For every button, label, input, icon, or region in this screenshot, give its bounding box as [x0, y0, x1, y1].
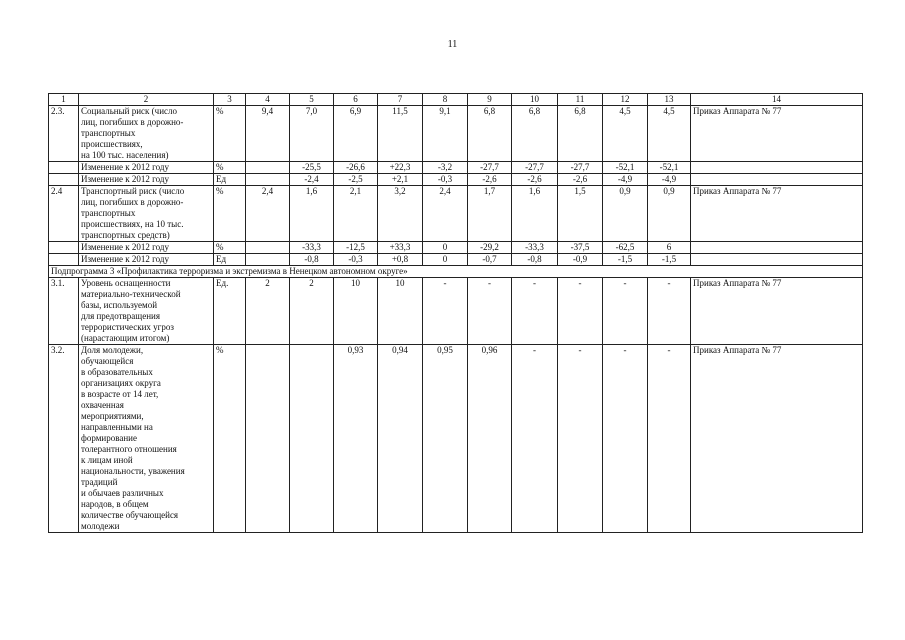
value-cell: 0,9 [603, 186, 648, 242]
value-cell: -1,5 [648, 254, 691, 266]
indicator-name: Социальный риск (число лиц, погибших в дорожно- транспортных происшествиях, на 100 тыс. населения) [79, 106, 214, 162]
value-cell: 0,9 [648, 186, 691, 242]
value-cell: 4,5 [648, 106, 691, 162]
value-cell: 9,4 [246, 106, 290, 162]
value-cell: -0,3 [423, 174, 468, 186]
header-cell: 4 [246, 94, 290, 106]
value-cell: 2,4 [423, 186, 468, 242]
value-cell [246, 242, 290, 254]
document-cell: Приказ Аппарата № 77 [691, 345, 863, 533]
value-cell: 1,6 [290, 186, 334, 242]
indicator-name: Доля молодежи, обучающейся в образовательных организациях округа в возрасте от 14 лет, охваченная мероприятиями, направленными на формирование толерантного отношения к лицам иной национальности, уважения традиций и обычаев различных народов, в общем количестве обучающейся молодежи [79, 345, 214, 533]
value-cell: -0,9 [558, 254, 603, 266]
value-cell: -2,5 [334, 174, 378, 186]
value-cell: -1,5 [603, 254, 648, 266]
value-cell: - [468, 278, 512, 345]
value-cell: -3,2 [423, 162, 468, 174]
header-cell: 13 [648, 94, 691, 106]
value-cell: 10 [378, 278, 423, 345]
header-cell: 6 [334, 94, 378, 106]
indicator-name: Изменение к 2012 году [79, 242, 214, 254]
value-cell: -2,4 [290, 174, 334, 186]
header-cell: 2 [79, 94, 214, 106]
row-number: 3.2. [49, 345, 79, 533]
value-cell: - [648, 345, 691, 533]
value-cell: -29,2 [468, 242, 512, 254]
value-cell: -27,7 [512, 162, 558, 174]
value-cell: - [558, 278, 603, 345]
header-cell: 12 [603, 94, 648, 106]
value-cell: 0,96 [468, 345, 512, 533]
header-cell: 10 [512, 94, 558, 106]
value-cell: - [512, 278, 558, 345]
document-cell [691, 174, 863, 186]
value-cell: -33,3 [290, 242, 334, 254]
section-row [49, 266, 863, 278]
unit-cell: Ед [214, 174, 246, 186]
value-cell: 9,1 [423, 106, 468, 162]
value-cell: 6,9 [334, 106, 378, 162]
header-cell: 11 [558, 94, 603, 106]
value-cell: 7,0 [290, 106, 334, 162]
table-row [49, 106, 863, 162]
table-row [49, 278, 863, 345]
value-cell: -52,1 [603, 162, 648, 174]
document-cell: Приказ Аппарата № 77 [691, 278, 863, 345]
value-cell: - [558, 345, 603, 533]
value-cell: 2,4 [246, 186, 290, 242]
value-cell [246, 254, 290, 266]
value-cell: -27,7 [468, 162, 512, 174]
value-cell: -26,6 [334, 162, 378, 174]
value-cell: 2 [290, 278, 334, 345]
header-cell: 8 [423, 94, 468, 106]
indicator-name: Изменение к 2012 году [79, 174, 214, 186]
value-cell: 1,5 [558, 186, 603, 242]
value-cell: -4,9 [648, 174, 691, 186]
value-cell: 0 [423, 242, 468, 254]
row-number [49, 254, 79, 266]
document-cell [691, 254, 863, 266]
value-cell: 4,5 [603, 106, 648, 162]
value-cell: -0,8 [290, 254, 334, 266]
value-cell: 6,8 [468, 106, 512, 162]
row-number [49, 242, 79, 254]
unit-cell: % [214, 186, 246, 242]
value-cell: 0,94 [378, 345, 423, 533]
value-cell: -2,6 [512, 174, 558, 186]
table-row [49, 345, 863, 533]
value-cell: -62,5 [603, 242, 648, 254]
table-row [49, 186, 863, 242]
section-title: Подпрограмма 3 «Профилактика терроризма и экстремизма в Ненецком автономном округе» [49, 266, 863, 278]
header-row [49, 94, 863, 106]
table-row [49, 162, 863, 174]
value-cell: -12,5 [334, 242, 378, 254]
value-cell: +22,3 [378, 162, 423, 174]
value-cell: -52,1 [648, 162, 691, 174]
indicator-name: Уровень оснащенности материально-технической базы, используемой для предотвращения террористических угроз (нарастающим итогом) [79, 278, 214, 345]
document-cell: Приказ Аппарата № 77 [691, 186, 863, 242]
value-cell: - [603, 278, 648, 345]
unit-cell: % [214, 345, 246, 533]
value-cell: 6,8 [558, 106, 603, 162]
value-cell: +2,1 [378, 174, 423, 186]
value-cell: 2 [246, 278, 290, 345]
header-cell: 7 [378, 94, 423, 106]
unit-cell: Ед [214, 254, 246, 266]
table-row [49, 254, 863, 266]
table-row [49, 242, 863, 254]
row-number [49, 174, 79, 186]
value-cell: -2,6 [558, 174, 603, 186]
value-cell: 0,95 [423, 345, 468, 533]
document-cell: Приказ Аппарата № 77 [691, 106, 863, 162]
value-cell [290, 345, 334, 533]
unit-cell: % [214, 242, 246, 254]
value-cell: - [512, 345, 558, 533]
value-cell: 1,6 [512, 186, 558, 242]
header-cell: 14 [691, 94, 863, 106]
value-cell [246, 345, 290, 533]
row-number: 3.1. [49, 278, 79, 345]
indicator-name: Изменение к 2012 году [79, 254, 214, 266]
value-cell: 10 [334, 278, 378, 345]
header-cell: 5 [290, 94, 334, 106]
value-cell: +0,8 [378, 254, 423, 266]
value-cell: - [603, 345, 648, 533]
header-cell: 9 [468, 94, 512, 106]
value-cell: -2,6 [468, 174, 512, 186]
value-cell: -4,9 [603, 174, 648, 186]
row-number [49, 162, 79, 174]
row-number: 2.3. [49, 106, 79, 162]
value-cell: 6,8 [512, 106, 558, 162]
value-cell: -0,8 [512, 254, 558, 266]
unit-cell: % [214, 106, 246, 162]
value-cell [246, 162, 290, 174]
row-number: 2.4 [49, 186, 79, 242]
value-cell: 3,2 [378, 186, 423, 242]
value-cell: - [648, 278, 691, 345]
indicator-name: Транспортный риск (число лиц, погибших в дорожно- транспортных происшествиях, на 10 тыс. транспортных средств) [79, 186, 214, 242]
header-cell: 3 [214, 94, 246, 106]
indicator-name: Изменение к 2012 году [79, 162, 214, 174]
value-cell: - [423, 278, 468, 345]
value-cell: -0,7 [468, 254, 512, 266]
value-cell: 6 [648, 242, 691, 254]
header-cell: 1 [49, 94, 79, 106]
indicators-table [48, 93, 863, 533]
value-cell: 1,7 [468, 186, 512, 242]
value-cell: 11,5 [378, 106, 423, 162]
document-cell [691, 162, 863, 174]
value-cell: -25,5 [290, 162, 334, 174]
value-cell: 0 [423, 254, 468, 266]
table-row [49, 174, 863, 186]
value-cell: +33,3 [378, 242, 423, 254]
unit-cell: Ед. [214, 278, 246, 345]
value-cell: -0,3 [334, 254, 378, 266]
unit-cell: % [214, 162, 246, 174]
value-cell: -33,3 [512, 242, 558, 254]
value-cell: 2,1 [334, 186, 378, 242]
value-cell [246, 174, 290, 186]
value-cell: -37,5 [558, 242, 603, 254]
value-cell: -27,7 [558, 162, 603, 174]
document-cell [691, 242, 863, 254]
page-number: 11 [447, 39, 458, 50]
value-cell: 0,93 [334, 345, 378, 533]
